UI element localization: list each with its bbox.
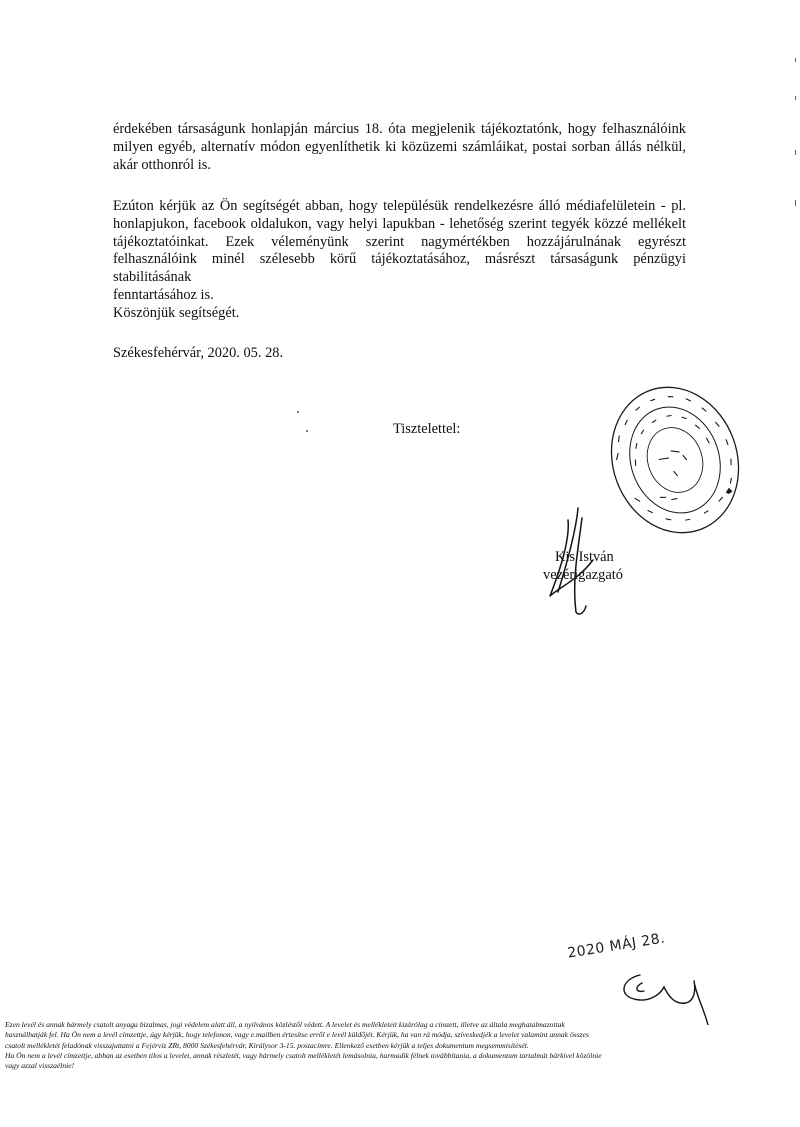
footer-line: használhatják fel. Ha Ön nem a levél címzettje, úgy kérjük, hogy telefonon, vagy e.mailben értesítse erről e levél küldőjét. Kérjük, ha van rá módja, szíveskedjék a levelet valamint annak összes [5,1030,589,1040]
place-and-date: Székesfehérvár, 2020. 05. 28. [113,345,284,361]
body-line: akár otthonról is. [113,156,211,173]
body-line: tájékoztatóinkat. Ezek véleményünk szerint nagymértékben hozzájárulnának egyrészt [113,233,686,250]
footer-line: Ha Ön nem a levél címzettje, abban az esetben tilos a levelet, annak részletét, vagy bármely csatolt mellékletét lemásolnia, harmadik félnek továbbítania, a dokumentum tartalmát bárkivel közölnie [5,1050,602,1060]
body-line: Ezúton kérjük az Ön segítségét abban, hogy településük rendelkezésre álló médiafelületein - pl. [113,198,686,214]
handwritten-initials [612,965,722,1025]
body-line: érdekében társaságunk honlapján március 18. óta megjelenik tájékoztatónk, hogy felhasználóink [113,121,686,137]
signer-name: Kis István [555,549,614,565]
scan-edge-mark [795,200,796,206]
footer-line: Ezen levél és annak bármely csatolt anyaga bizalmas, jogi védelem alatt áll, a nyilvános közléstől védett. A levelet és mellékleteit kizárólag a címzett, illetve az általa meghatalmazottak [5,1020,565,1029]
received-date-stamp: 2020 MÁJ 28. [566,930,667,962]
scan-edge-mark [795,58,796,62]
scan-edge-mark [795,150,796,155]
scan-edge-mark [795,96,796,100]
body-line: milyen egyéb, alternatív módon egyenlíthetik ki közüzemi számláikat, postai sorban állás nélkül, [113,138,686,155]
body-line: honlapjukon, facebook oldalukon, vagy helyi lapukban - lehetőség szerint tegyék közzé mellékelt [113,215,686,232]
signer-title: vezérigazgató [543,567,623,583]
footer-line: vagy azzal visszaélnie! [5,1061,75,1071]
body-line: fenntartásához is. [113,286,214,303]
body-paragraph-2 [113,198,686,323]
scan-speck [297,411,299,413]
scan-speck [306,430,308,432]
body-paragraph-1 [113,121,686,174]
footer-line: csatolt mellékletét feladónak visszajuttatni a Fejérvíz ZRt, 8000 Székesfehérvár, Királysor 3-15. postacímre. Ellenkező esetben kérjük a teljes dokumentum megsemmisítését. [5,1040,529,1050]
body-line: felhasználóink minél szélesebb körű tájékoztatásához, másrészt társaságunk pénzügyi stabilitásának [113,251,686,286]
company-stamp-seal [600,380,750,550]
closing-greeting: Tisztelettel: [393,421,461,437]
confidentiality-footer [5,1020,797,1071]
thanks-line: Köszönjük segítségét. [113,304,240,321]
